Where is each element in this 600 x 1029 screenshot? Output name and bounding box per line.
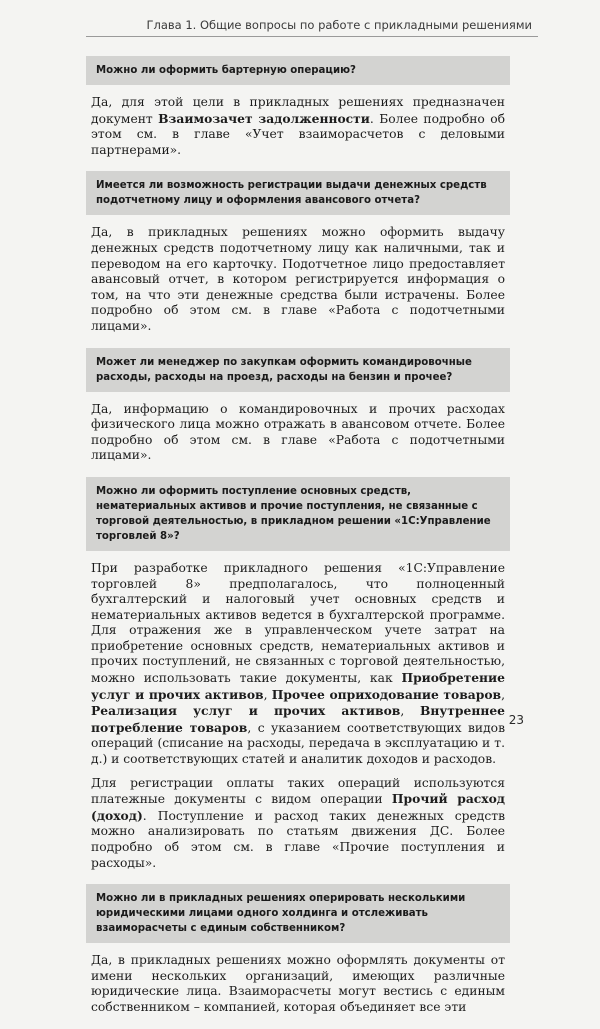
text-run: При разработке прикладного решения «1С:Управление торговлей 8» предполагалось, что полноценный бухгалтерский и налоговый учет основных средств и нематериальных активов ведется в бухгалтерской программе. Для отражения же в управленческом учете затрат на приобретение основных средств, нематериальных активов и прочих поступлений, не связанных с торговой деятельностью, можно использовать такие документы, как <box>91 560 505 686</box>
text-run: . Поступление и расход таких денежных средств можно анализировать по статьям движения ДС. Более подробно об этом см. в главе «Прочие поступления и расходы». <box>91 808 505 870</box>
answer-paragraph <box>86 85 510 171</box>
bold-term: Прочий расход (доход) <box>91 791 506 823</box>
page-content <box>86 56 510 1029</box>
text-run: Да, в прикладных решениях можно оформлять документы от имени нескольких организаций, имеющих различные юридические лица. Взаиморасчеты могут вестись с единым собственником – компанией, которая объединяет все эти <box>91 953 505 1014</box>
text-run: , <box>263 687 272 702</box>
question-heading: Имеется ли возможность регистрации выдачи денежных средств подотчетному лицу и оформления авансового отчета? <box>86 171 510 215</box>
text-run: Да, для этой цели в прикладных решениях предназначен документ <box>91 95 505 126</box>
question-heading: Можно ли оформить бартерную операцию? <box>86 56 510 85</box>
text-run: , с указанием соответствующих видов операций (списание на расходы, передача в эксплуатацию и т. д.) и соответствующих статей и аналитик доходов и расходов. <box>91 720 505 767</box>
header-divider <box>86 36 538 37</box>
text-run: Да, в прикладных решениях можно оформить выдачу денежных средств подотчетному лицу как наличными, так и переводом на его карточку. Подотчетное лицо предоставляет авансовый отчет, в котором регистрируется информация о том, на что эти денежные средства были истрачены. Более подробно об этом см. в главе «Работа с подотчетными лицами». <box>91 225 505 333</box>
faq-section <box>86 477 510 884</box>
bold-term: Реализация услуг и прочих активов <box>91 703 401 719</box>
chapter-title: Глава 1. Общие вопросы по работе с прикладными решениями <box>146 18 532 32</box>
text-run: Для регистрации оплаты таких операций используются платежные документы с видом операции <box>91 775 505 807</box>
text-run: , <box>400 704 421 719</box>
faq-section <box>86 56 510 171</box>
answer-paragraph <box>86 943 510 1028</box>
question-heading: Может ли менеджер по закупкам оформить командировочные расходы, расходы на проезд, расходы на бензин и прочее? <box>86 348 510 392</box>
faq-section <box>86 171 510 347</box>
faq-section <box>86 348 510 477</box>
faq-section <box>86 884 510 1028</box>
page-number: 23 <box>508 713 524 727</box>
bold-term: Приобретение услуг и прочих активов <box>91 670 505 702</box>
bold-term: Взаимозачет задолженности <box>158 110 370 126</box>
bold-term: Прочее оприходование товаров <box>271 686 502 702</box>
text-run: Да, информацию о командировочных и прочих расходах физического лица можно отражать в авансовом отчете. Более подробно об этом см. в главе «Работа с подотчетными лицами». <box>91 401 505 463</box>
text-run: . Более подробно об этом см. в главе «Учет взаиморасчетов с деловыми партнерами». <box>91 111 505 157</box>
question-heading: Можно ли оформить поступление основных средств, нематериальных активов и прочие поступления, не связанные с торговой деятельностью, в прикладном решении «1С:Управление торговлей 8»? <box>86 477 510 551</box>
text-run: , <box>501 687 505 702</box>
answer-paragraph <box>86 392 510 477</box>
page-header <box>0 14 600 38</box>
answer-paragraph <box>86 551 510 774</box>
answer-paragraph <box>86 774 510 885</box>
answer-paragraph <box>86 215 510 347</box>
bold-term: Внутреннее потребление товаров <box>91 703 505 735</box>
question-heading: Можно ли в прикладных решениях оперировать несколькими юридическими лицами одного холдинга и отслеживать взаиморасчеты с единым собственником? <box>86 884 510 943</box>
